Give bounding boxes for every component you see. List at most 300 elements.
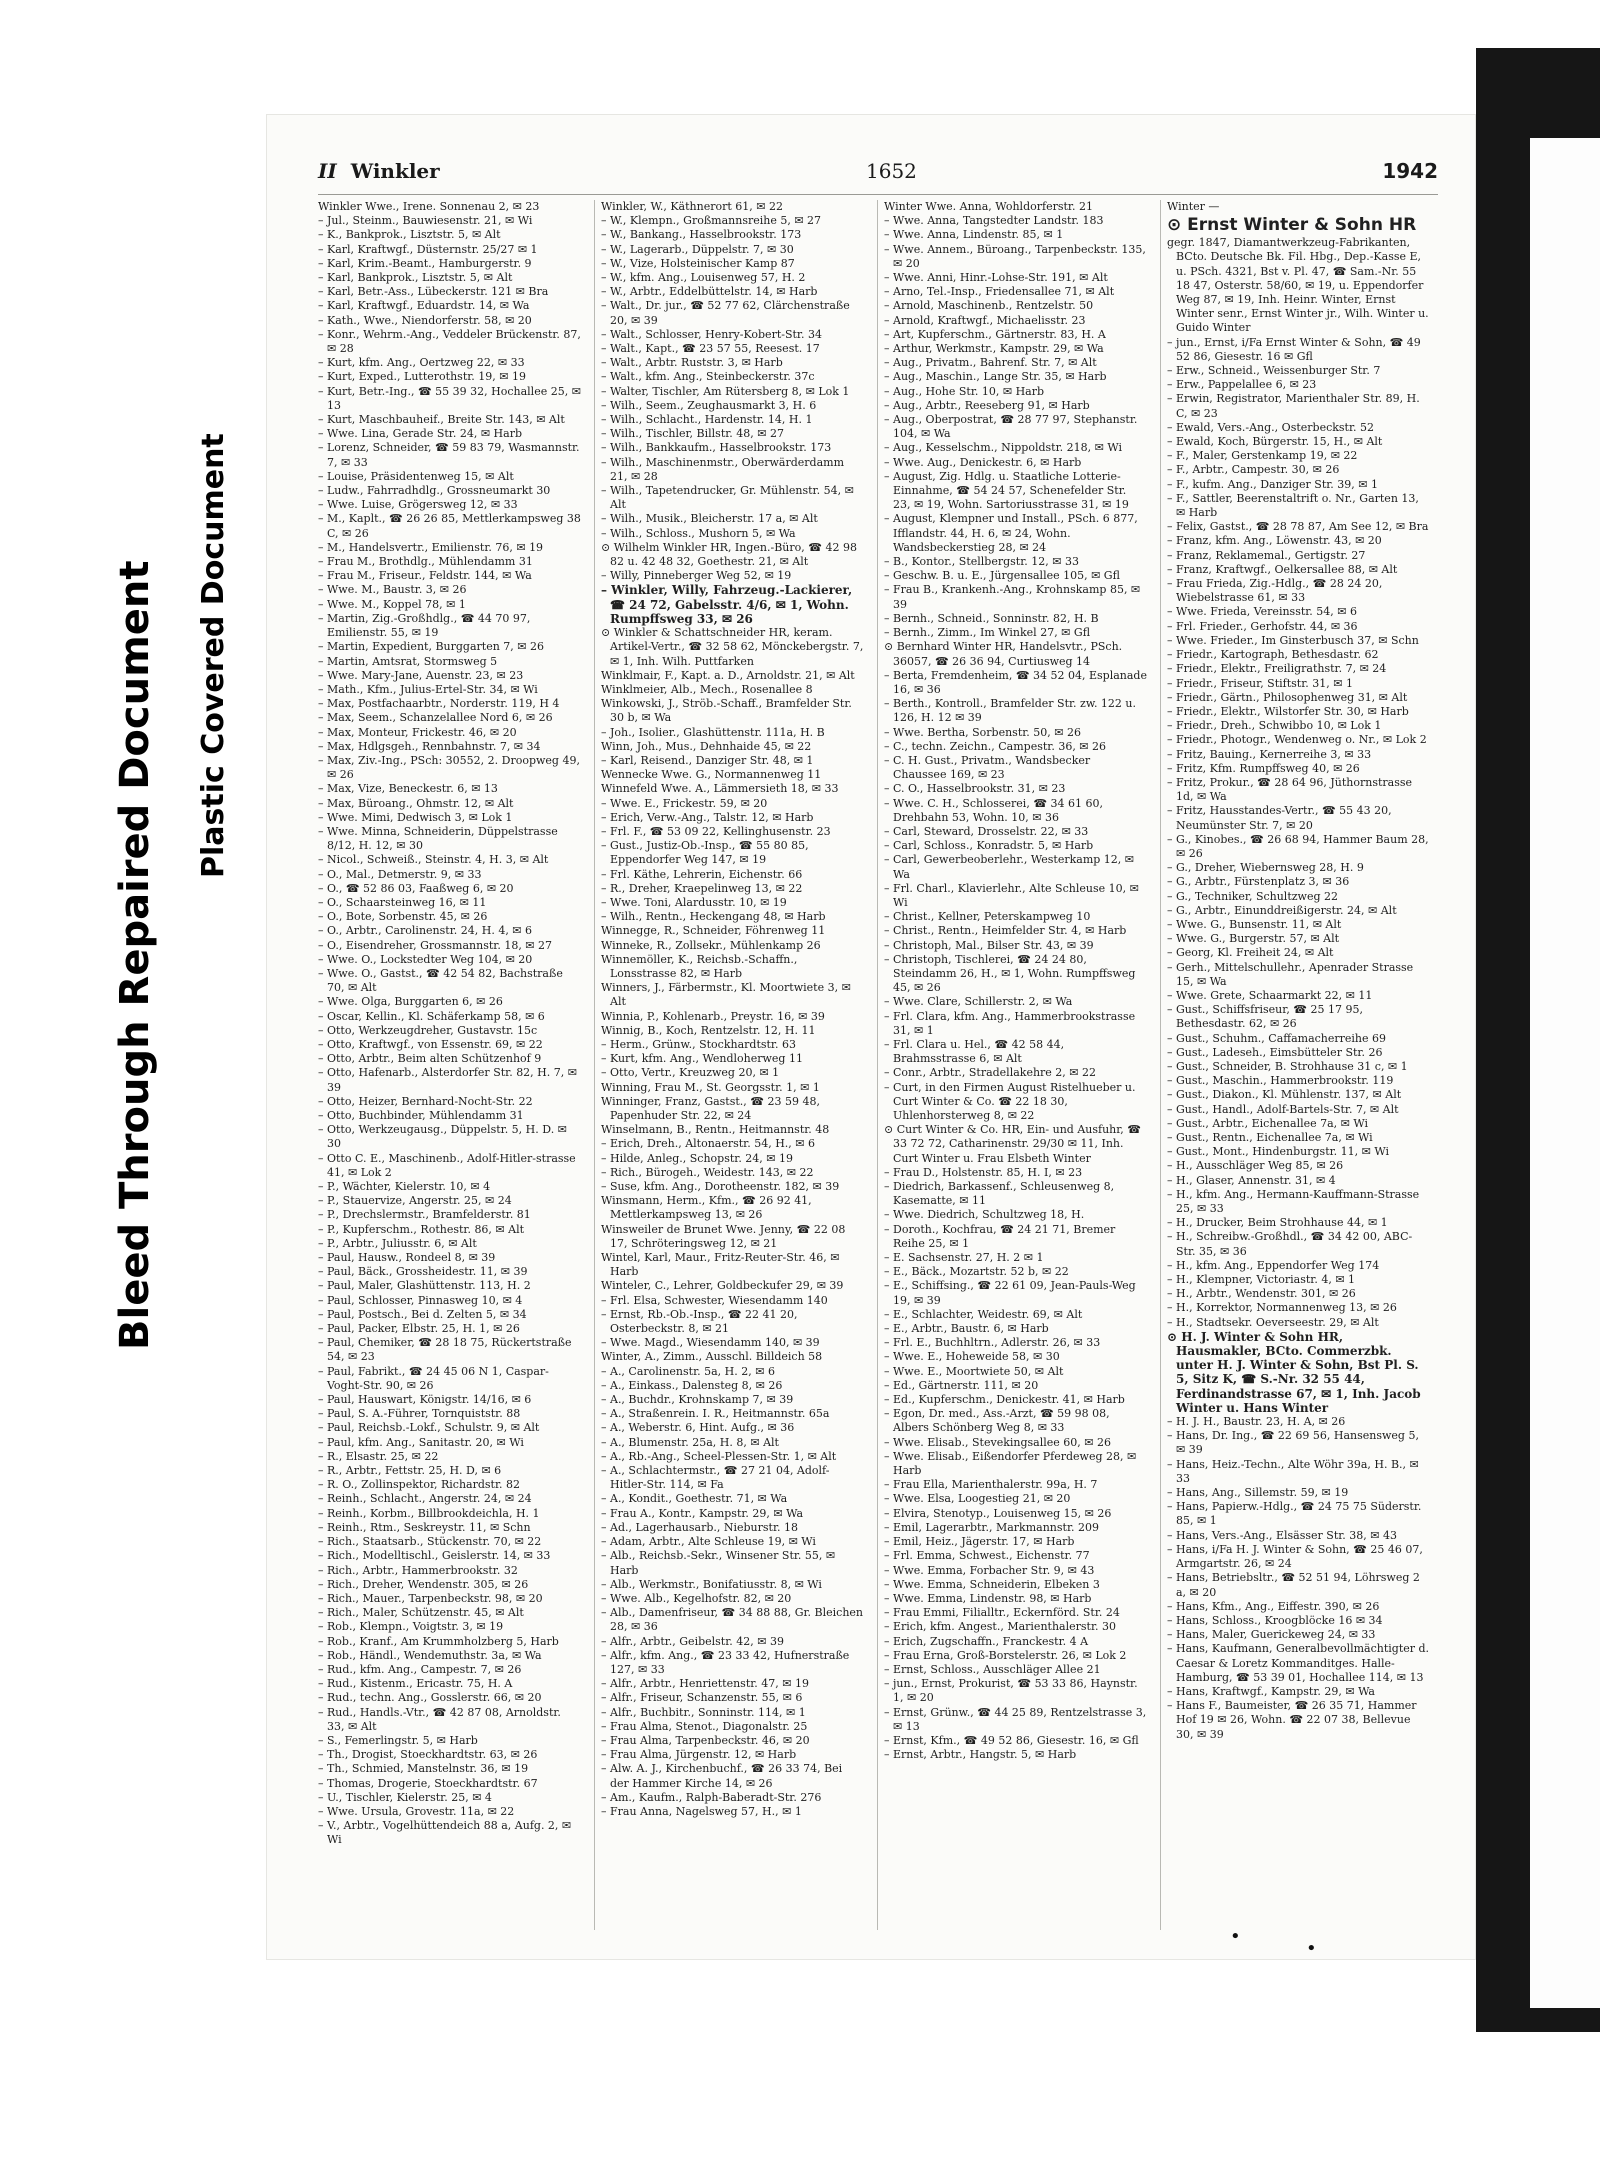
directory-entry: – Lorenz, Schneider, ☎ 59 83 79, Wasmannstr. 7, ✉ 33 xyxy=(318,441,580,469)
directory-entry: – Frau B., Krankenh.-Ang., Krohnskamp 85, ✉ 39 xyxy=(884,583,1141,611)
page-number: 1652 xyxy=(866,159,917,183)
directory-entry: – Hans, i/Fa H. J. Winter & Sohn, ☎ 25 46 07, Armgartstr. 26, ✉ 24 xyxy=(1167,1542,1423,1571)
directory-entry: – R. O., Zollinspektor, Richardstr. 82 xyxy=(318,1478,520,1492)
directory-entry: – Frau D., Holstenstr. 85, H. I, ✉ 23 xyxy=(884,1165,1083,1179)
directory-entry: – Frau A., Kontr., Kampstr. 29, ✉ Wa xyxy=(601,1506,804,1520)
directory-entry: – C., techn. Zeichn., Campestr. 36, ✉ 26 xyxy=(884,739,1107,753)
directory-entry: – Rich., Dreher, Wendenstr. 305, ✉ 26 xyxy=(318,1577,529,1591)
side-label-bleed-repaired xyxy=(112,561,158,1350)
directory-entry: – Alfr., Arbtr., Henriettenstr. 47, ✉ 19 xyxy=(601,1677,809,1691)
directory-entry: – Wilh., Seem., Zeughausmarkt 3, H. 6 xyxy=(601,398,817,412)
header-surname: Winkler xyxy=(350,159,440,183)
directory-entry: – A., Straßenrein. I. R., Heitmannstr. 65a xyxy=(601,1407,830,1421)
directory-entry: – Wilh., Tischler, Billstr. 48, ✉ 27 xyxy=(601,427,784,441)
directory-entry: – Rob., Klempn., Voigtstr. 3, ✉ 19 xyxy=(318,1620,504,1634)
directory-entry: – Wwe. E., Frickestr. 59, ✉ 20 xyxy=(601,796,768,810)
directory-entry: – Wwe. M., Baustr. 3, ✉ 26 xyxy=(318,583,467,597)
directory-entry: – Wilh., Maschinenmstr., Oberwärderdamm 21, ✉ 28 xyxy=(601,455,844,483)
directory-entry: – Rob., Kranf., Am Krummholzberg 5, Harb xyxy=(318,1634,559,1648)
directory-entry: – Kurt, Betr.-Ing., ☎ 55 39 32, Hochallee 25, ✉ 13 xyxy=(318,384,581,412)
directory-entry: – Fritz, Hausstandes-Vertr., ☎ 55 43 20, Neumünster Str. 7, ✉ 20 xyxy=(1167,804,1392,832)
directory-entry: – Oscar, Kellin., Kl. Schäferkamp 58, ✉ 6 xyxy=(318,1009,545,1023)
directory-entry: – Frl. E., Buchhltrn., Adlerstr. 26, ✉ 33 xyxy=(884,1336,1101,1350)
directory-entry: – Friedr., Elektr., Wilstorfer Str. 30, ✉ Harb xyxy=(1167,704,1409,718)
directory-entry: – Max, Büroang., Ohmstr. 12, ✉ Alt xyxy=(318,796,514,810)
directory-entry: – Doroth., Kochfrau, ☎ 24 21 71, Bremer Reihe 25, ✉ 1 xyxy=(884,1222,1116,1250)
directory-entry: – Felix, Gastst., ☎ 28 78 87, Am See 12, ✉ Bra xyxy=(1167,520,1429,534)
directory-entry: – A., Weberstr. 6, Hint. Aufg., ✉ 36 xyxy=(601,1421,795,1435)
directory-entry: – Wilh., Tapetendrucker, Gr. Mühlenstr. 54, ✉ Alt xyxy=(601,484,854,512)
directory-entry: – Kurt, Maschbauheif., Breite Str. 143, ✉ Alt xyxy=(318,413,565,427)
directory-entry: – Frau Emmi, Filialltr., Eckernförd. Str. 24 xyxy=(884,1606,1120,1620)
directory-entry: – Wwe. Anna, Lindenstr. 85, ✉ 1 xyxy=(884,228,1064,242)
directory-entry: – Frl. Clara, kfm. Ang., Hammerbrookstrasse 31, ✉ 1 xyxy=(884,1009,1136,1037)
directory-entry: – Alb., Reichsb.-Sekr., Winsener Str. 55, ✉ Harb xyxy=(601,1549,836,1577)
directory-entry: ⊙ Ernst Winter & Sohn HR xyxy=(1167,215,1417,236)
directory-entry: – Fritz, Bauing., Kernerreihe 3, ✉ 33 xyxy=(1167,747,1372,761)
directory-entry: – Paul, Schlosser, Pinnasweg 10, ✉ 4 xyxy=(318,1293,523,1307)
header-left xyxy=(318,156,440,186)
directory-entry: – Alb., Werkmstr., Bonifatiusstr. 8, ✉ Wi xyxy=(601,1577,822,1591)
directory-entry: – S., Femerlingstr. 5, ✉ Harb xyxy=(318,1733,478,1747)
directory-entry: – Gust., Ladeseh., Eimsbütteler Str. 26 xyxy=(1167,1045,1383,1059)
directory-entry: – P., Arbtr., Juliusstr. 6, ✉ Alt xyxy=(318,1236,477,1250)
directory-entry: – Friedr., Gärtn., Philosophenweg 31, ✉ Alt xyxy=(1167,690,1408,704)
directory-entry: – Diedrich, Barkassenf., Schleusenweg 8, Kasematte, ✉ 11 xyxy=(884,1180,1115,1208)
column-2 xyxy=(601,200,864,1930)
scan-right-border xyxy=(1476,48,1600,2032)
directory-entry: – Erich, kfm. Angest., Marienthalerstr. 30 xyxy=(884,1620,1116,1634)
side-label-bleed: Bleed Through xyxy=(112,1020,158,1350)
directory-entry: – Alfr., Friseur, Schanzenstr. 55, ✉ 6 xyxy=(601,1691,803,1705)
directory-entry: – Franz, Kraftwgf., Oelkersallee 88, ✉ Alt xyxy=(1167,562,1398,576)
directory-entry: – Otto, Buchbinder, Mühlendamm 31 xyxy=(318,1109,524,1122)
directory-entry: – Joh., Isolier., Glashüttenstr. 111a, H. B xyxy=(601,725,825,739)
directory-entry: ⊙ Wilhelm Winkler HR, Ingen.-Büro, ☎ 42 98 82 u. 42 48 32, Goethestr. 21, ✉ Alt xyxy=(601,540,857,569)
directory-entry: – Erw., Pappelallee 6, ✉ 23 xyxy=(1167,378,1317,392)
directory-entry: – Christ., Rentn., Heimfelder Str. 4, ✉ Harb xyxy=(884,924,1127,938)
directory-entry: – C. H. Gust., Privatm., Wandsbecker Chaussee 169, ✉ 23 xyxy=(884,753,1091,782)
directory-entry: – Wwe. Toni, Alardusstr. 10, ✉ 19 xyxy=(601,895,787,909)
directory-entry: – A., Carolinenstr. 5a, H. 2, ✉ 6 xyxy=(601,1364,775,1378)
directory-entry: – A., Schlachtermstr., ☎ 27 21 04, Adolf-Hitler-Str. 114, ✉ Fa xyxy=(601,1464,830,1492)
directory-entry: – Wwe. E., Moortwiete 50, ✉ Alt xyxy=(884,1364,1064,1378)
directory-entry: – Wwe. Emma, Schneiderin, Elbeken 3 xyxy=(884,1577,1100,1591)
directory-entry: Winners, J., Färbermstr., Kl. Moortwiete 3, ✉ Alt xyxy=(601,981,851,1009)
directory-entry: – Walt., kfm. Ang., Steinbeckerstr. 37c xyxy=(601,370,815,384)
directory-entry: – Wilh., Schlacht., Hardenstr. 14, H. 1 xyxy=(601,413,813,427)
directory-entry: – Berth., Kontroll., Bramfelder Str. zw. 122 u. 126, H. 12 ✉ 39 xyxy=(884,697,1137,725)
directory-entry: – Arnold, Kraftwgf., Michaelisstr. 23 xyxy=(884,313,1086,327)
directory-entry: – Am., Kaufm., Ralph-Baberadt-Str. 276 xyxy=(601,1790,822,1804)
directory-entry: Winnemöller, K., Reichsb.-Schaffn., Lonsstrasse 82, ✉ Harb xyxy=(601,952,798,980)
directory-entry: – Karl, Kraftwgf., Düsternstr. 25/27 ✉ 1 xyxy=(318,242,538,256)
directory-entry: – H., Drucker, Beim Strohhause 44, ✉ 1 xyxy=(1167,1216,1388,1230)
directory-entry: – Bernh., Schneid., Sonninstr. 82, H. B xyxy=(884,611,1099,625)
directory-entry: – Ludw., Fahrradhdlg., Grossneumarkt 30 xyxy=(318,484,551,498)
directory-entry: – Wwe. Alb., Kegelhofstr. 82, ✉ 20 xyxy=(601,1591,792,1605)
directory-entry: – Wwe. Emma, Lindenstr. 98, ✉ Harb xyxy=(884,1591,1092,1605)
directory-entry: – Math., Kfm., Julius-Ertel-Str. 34, ✉ Wi xyxy=(318,682,538,696)
directory-entry: – E. Sachsenstr. 27, H. 2 ✉ 1 xyxy=(884,1251,1044,1265)
directory-entry: – Wilh., Schloss., Mushorn 5, ✉ Wa xyxy=(601,526,796,540)
directory-entry: – Kurt, kfm. Ang., Oertzweg 22, ✉ 33 xyxy=(318,356,525,370)
directory-entry: – Paul, Chemiker, ☎ 28 18 75, Rückertstraße 54, ✉ 23 xyxy=(318,1336,572,1364)
header-rule xyxy=(318,194,1438,195)
directory-entry: – G., Arbtr., Fürstenplatz 3, ✉ 36 xyxy=(1167,875,1350,889)
directory-entry: – H., Klempner, Victoriastr. 4, ✉ 1 xyxy=(1167,1273,1356,1287)
directory-entry: – Otto C. E., Maschinenb., Adolf-Hitler-strasse 41, ✉ Lok 2 xyxy=(318,1151,576,1179)
directory-entry: Winnia, P., Kohlenarb., Preystr. 16, ✉ 39 xyxy=(601,1009,825,1023)
directory-entry: – Alfr., Arbtr., Geibelstr. 42, ✉ 39 xyxy=(601,1634,784,1648)
directory-entry: – H., Schreibw.-Großhdl., ☎ 34 42 00, ABC-Str. 35, ✉ 36 xyxy=(1167,1230,1413,1258)
directory-entry: – Louise, Präsidentenweg 15, ✉ Alt xyxy=(318,469,514,483)
directory-entry: – B., Kontor., Stellbergstr. 12, ✉ 33 xyxy=(884,555,1079,569)
directory-entry: – Konr., Wehrm.-Ang., Veddeler Brückenstr. 87, ✉ 28 xyxy=(318,327,581,356)
directory-entry: Winsmann, Herm., Kfm., ☎ 26 92 41, Mettlerkampsweg 13, ✉ 26 xyxy=(601,1194,812,1222)
directory-entry: – R., Dreher, Kraepelinweg 13, ✉ 22 xyxy=(601,881,803,895)
directory-entry: – Frau Erna, Groß-Borstelerstr. 26, ✉ Lok 2 xyxy=(884,1648,1127,1662)
directory-entry: – Ewald, Koch, Bürgerstr. 15, H., ✉ Alt xyxy=(1167,435,1383,449)
directory-entry: – Egon, Dr. med., Ass.-Arzt, ☎ 59 98 08, Albers Schönberg Weg 8, ✉ 33 xyxy=(884,1407,1110,1435)
directory-entry: – Jul., Steinm., Bauwiesenstr. 21, ✉ Wi xyxy=(318,214,533,228)
directory-entry: – E., Schlachter, Weidestr. 69, ✉ Alt xyxy=(884,1307,1083,1321)
directory-entry: – Frl. Emma, Schwest., Eichenstr. 77 xyxy=(884,1549,1090,1563)
directory-entry: – Curt, in den Firmen August Ristelhueber u. Curt Winter & Co. ☎ 22 18 30, Uhlenhorsterweg 8, ✉ 22 xyxy=(884,1080,1136,1122)
directory-entry: – Martin, Amtsrat, Stormsweg 5 xyxy=(318,654,498,668)
directory-entry: – O., ☎ 52 86 03, Faaßweg 6, ✉ 20 xyxy=(318,881,514,895)
directory-entry: – W., Vize, Holsteinischer Kamp 87 xyxy=(601,256,795,270)
directory-entry: – H., Stadtsekr. Oeverseestr. 29, ✉ Alt xyxy=(1167,1315,1379,1329)
directory-entry: – Wilh., Musik., Bleicherstr. 17 a, ✉ Alt xyxy=(601,512,818,526)
directory-entry: – Ed., Gärtnerstr. 111, ✉ 20 xyxy=(884,1378,1039,1392)
directory-entry: – V., Arbtr., Vogelhüttendeich 88 a, Aufg. 2, ✉ Wi xyxy=(318,1819,572,1847)
running-header xyxy=(318,156,1438,190)
directory-entry: – Winkler, Willy, Fahrzeug.-Lackierer, ☎ 24 72, Gabelsstr. 4/6, ✉ 1, Wohn. Rumpffsweg 33, ✉ 26 xyxy=(601,583,853,626)
directory-entry: – Frau Anna, Nagelsweg 57, H., ✉ 1 xyxy=(601,1804,802,1818)
directory-entry: – F., kufm. Ang., Danziger Str. 39, ✉ 1 xyxy=(1167,477,1378,491)
directory-entry: – Hans, Schloss., Kroogblöcke 16 ✉ 34 xyxy=(1167,1613,1383,1627)
directory-entry: Winkler, W., Käthnerort 61, ✉ 22 xyxy=(601,200,783,213)
directory-entry: – Aug., Oberpostrat, ☎ 28 77 97, Stephanstr. 104, ✉ Wa xyxy=(884,413,1138,441)
directory-entry: Wintel, Karl, Maur., Fritz-Reuter-Str. 46, ✉ Harb xyxy=(601,1251,840,1279)
directory-entry: – Friedr., Photogr., Wendenweg o. Nr., ✉ Lok 2 xyxy=(1167,733,1427,747)
directory-entry: – P., Wächter, Kielerstr. 10, ✉ 4 xyxy=(318,1180,491,1194)
directory-entry: Winneke, R., Zollsekr., Mühlenkamp 26 xyxy=(601,938,821,952)
directory-entry: – Rich., Staatsarb., Stückenstr. 70, ✉ 22 xyxy=(318,1535,542,1549)
directory-entry: – Walt., Schlosser, Henry-Kobert-Str. 34 xyxy=(601,327,822,341)
directory-entry: – H., Arbtr., Wendenstr. 301, ✉ 26 xyxy=(1167,1287,1356,1301)
directory-entry: – Max, Vize, Beneckestr. 6, ✉ 13 xyxy=(318,782,498,796)
directory-entry: – Wwe. Ursula, Grovestr. 11a, ✉ 22 xyxy=(318,1804,515,1818)
directory-entry: – Paul, Hauswart, Königstr. 14/16, ✉ 6 xyxy=(318,1393,532,1407)
directory-entry: – Geschw. B. u. E., Jürgensallee 105, ✉ Gfl xyxy=(884,569,1120,583)
directory-entry: – Art, Kupferschm., Gärtnerstr. 83, H. A xyxy=(884,327,1106,341)
column-1 xyxy=(318,200,581,1930)
directory-entry: – Karl, Betr.-Ass., Lübeckerstr. 121 ✉ Bra xyxy=(318,285,549,299)
directory-entry: – Wwe. Magd., Wiesendamm 140, ✉ 39 xyxy=(601,1336,820,1350)
directory-entry: – H., Ausschläger Weg 85, ✉ 26 xyxy=(1167,1159,1344,1173)
directory-entry: – Friedr., Dreh., Schwibbo 10, ✉ Lok 1 xyxy=(1167,719,1382,733)
directory-entry: – Walt., Arbtr. Ruststr. 3, ✉ Harb xyxy=(601,356,783,370)
directory-entry: – Hans, Heiz.-Techn., Alte Wöhr 39a, H. B., ✉ 33 xyxy=(1167,1457,1419,1485)
directory-entry: – Wwe. O., Lockstedter Weg 104, ✉ 20 xyxy=(318,952,533,966)
directory-entry: – Gust., Schneider, B. Strohhause 31 c, ✉ 1 xyxy=(1167,1059,1408,1073)
directory-entry: – W., Bankang., Hasselbrookstr. 173 xyxy=(601,228,802,242)
directory-entry: – Hans, Kfm., Ang., Eiffestr. 390, ✉ 26 xyxy=(1167,1599,1380,1613)
directory-entry: – E., Arbtr., Baustr. 6, ✉ Harb xyxy=(884,1322,1049,1336)
directory-columns xyxy=(318,200,1448,1930)
directory-entry: – Otto, Hafenarb., Alsterdorfer Str. 82, H. 7, ✉ 39 xyxy=(318,1066,577,1094)
directory-entry: – Alw. A. J., Kirchenbuchf., ☎ 26 33 74, Bei der Hammer Kirche 14, ✉ 26 xyxy=(601,1762,843,1790)
directory-entry: – Wwe. Emma, Forbacher Str. 9, ✉ 43 xyxy=(884,1563,1095,1577)
directory-entry: – Wwe. G., Burgerstr. 57, ✉ Alt xyxy=(1167,932,1340,946)
directory-entry: – Friedr., Kartograph, Bethesdastr. 62 xyxy=(1167,648,1379,662)
directory-entry: – Karl, Bankprok., Lisztstr. 5, ✉ Alt xyxy=(318,271,513,285)
directory-entry: – Ewald, Vers.-Ang., Osterbeckstr. 52 xyxy=(1167,420,1375,434)
directory-entry: – Paul, Packer, Elbstr. 25, H. 1, ✉ 26 xyxy=(318,1322,520,1336)
directory-entry: – Thomas, Drogerie, Stoeckhardtstr. 67 xyxy=(318,1776,538,1790)
directory-entry: – Max, Monteur, Frickestr. 46, ✉ 20 xyxy=(318,725,517,739)
directory-entry: – Aug., Kesselschm., Nippoldstr. 218, ✉ Wi xyxy=(884,441,1122,455)
directory-entry: ⊙ Bernhard Winter HR, Handelsvtr., PSch. 36057, ☎ 26 36 94, Curtiusweg 14 xyxy=(884,640,1123,668)
directory-entry: – Franz, kfm. Ang., Löwenstr. 43, ✉ 20 xyxy=(1167,534,1382,548)
stray-marks: • xyxy=(1230,1926,1241,1947)
directory-entry: – Wwe. Minna, Schneiderin, Düppelstrasse 8/12, H. 12, ✉ 30 xyxy=(318,824,558,853)
directory-entry: – H., kfm. Ang., Eppendorfer Weg 174 xyxy=(1167,1258,1380,1272)
directory-entry: – Martin, Zig.-Großhdlg., ☎ 44 70 97, Emilienstr. 55, ✉ 19 xyxy=(318,611,531,640)
directory-entry: – O., Eisendreher, Grossmannstr. 18, ✉ 27 xyxy=(318,938,553,952)
directory-entry: – G., Arbtr., Einunddreißigerstr. 24, ✉ Alt xyxy=(1167,903,1397,917)
directory-entry: – Wwe. Frieda, Vereinsstr. 54, ✉ 6 xyxy=(1167,605,1358,619)
directory-entry: – Rud., kfm. Ang., Campestr. 7, ✉ 26 xyxy=(318,1662,522,1676)
directory-entry: Winter — xyxy=(1167,200,1220,213)
directory-entry: – R., Arbtr., Fettstr. 25, H. D, ✉ 6 xyxy=(318,1464,502,1478)
directory-entry: – Hans, Ang., Sillemstr. 59, ✉ 19 xyxy=(1167,1486,1349,1500)
directory-entry: – Friedr., Elektr., Freiligrathstr. 7, ✉ 24 xyxy=(1167,662,1387,676)
directory-entry: – Frl. F., ☎ 53 09 22, Kellinghusenstr. 23 xyxy=(601,824,831,838)
directory-entry: – Arnold, Maschinenb., Rentzelstr. 50 xyxy=(884,299,1094,313)
directory-entry: – Frl. Käthe, Lehrerin, Eichenstr. 66 xyxy=(601,867,803,881)
directory-entry: – Gust., Maschin., Hammerbrookstr. 119 xyxy=(1167,1074,1394,1088)
directory-entry: – Paul, Maler, Glashüttenstr. 113, H. 2 xyxy=(318,1279,531,1293)
directory-entry: – Aug., Arbtr., Reeseberg 91, ✉ Harb xyxy=(884,398,1090,412)
directory-entry: – H., kfm. Ang., Hermann-Kauffmann-Strasse 25, ✉ 33 xyxy=(1167,1187,1420,1216)
directory-entry: – Suse, kfm. Ang., Dorotheenstr. 182, ✉ 39 xyxy=(601,1180,840,1194)
directory-entry: – August, Zig. Hdlg. u. Staatliche Lotterie-Einnahme, ☎ 54 24 57, Schenefelder Str. 23, ✉ 19, Wohn. Sartoriusstrasse 31, ✉ 19 xyxy=(884,469,1129,512)
directory-entry: – H., Glaser, Annenstr. 31, ✉ 4 xyxy=(1167,1173,1336,1187)
directory-entry: – Rud., Kistenm., Ericastr. 75, H. A xyxy=(318,1677,513,1691)
directory-entry: – Carl, Steward, Drosselstr. 22, ✉ 33 xyxy=(884,824,1089,838)
scan-top-margin xyxy=(0,0,1600,48)
directory-entry: – Paul, Fabrikt., ☎ 24 45 06 N 1, Caspar-Voght-Str. 90, ✉ 26 xyxy=(318,1364,549,1392)
directory-entry: – O., Arbtr., Carolinenstr. 24, H. 4, ✉ 6 xyxy=(318,924,533,938)
directory-entry: – Emil, Heiz., Jägerstr. 17, ✉ Harb xyxy=(884,1535,1075,1549)
directory-entry: – Hans, Dr. Ing., ☎ 22 69 56, Hansensweg 5, ✉ 39 xyxy=(1167,1429,1419,1457)
directory-entry: – Wwe. Mimi, Dedwisch 3, ✉ Lok 1 xyxy=(318,810,513,824)
directory-entry: – P., Drechslermstr., Bramfelderstr. 81 xyxy=(318,1208,531,1222)
directory-entry: ⊙ Curt Winter & Co. HR, Ein- und Ausfuhr, ☎ 33 72 72, Catharinenstr. 29/30 ✉ 11, Inh. Curt Winter u. Frau Elsbeth Winter xyxy=(884,1123,1141,1165)
directory-entry: – Arno, Tel.-Insp., Friedensallee 71, ✉ Alt xyxy=(884,285,1115,299)
directory-entry: – Rich., Maler, Schützenstr. 45, ✉ Alt xyxy=(318,1606,524,1620)
directory-entry: – E., Bäck., Mozartstr. 52 b, ✉ 22 xyxy=(884,1265,1069,1279)
directory-entry: – O., Bote, Sorbenstr. 45, ✉ 26 xyxy=(318,910,488,924)
directory-entry: – Hans, Papierw.-Hdlg., ☎ 24 75 75 Süderstr. 85, ✉ 1 xyxy=(1167,1500,1422,1528)
directory-entry: – Gust., Rentn., Eichenallee 7a, ✉ Wi xyxy=(1167,1131,1373,1144)
directory-entry: – Hans, Kaufmann, Generalbevollmächtigter d. Caesar & Loretz Kommanditges. Halle-Hamburg, ☎ 53 39 01, Hochallee 114, ✉ 13 xyxy=(1167,1642,1430,1684)
directory-entry: – Wwe. Elisab., Eißendorfer Pferdeweg 28, ✉ Harb xyxy=(884,1449,1137,1478)
directory-entry: – Erich, Zugschaffn., Franckestr. 4 A xyxy=(884,1634,1089,1648)
directory-entry: – G., Kinobes., ☎ 26 68 94, Hammer Baum 28, ✉ 26 xyxy=(1167,832,1429,860)
directory-entry: – Kurt, kfm. Ang., Wendloherweg 11 xyxy=(601,1052,803,1066)
directory-entry: – Frau Frieda, Zig.-Hdlg., ☎ 28 24 20, Wiebelstrasse 61, ✉ 33 xyxy=(1167,577,1383,605)
directory-entry: – Wwe. Diedrich, Schultzweg 18, H. xyxy=(884,1208,1085,1222)
directory-entry: – Wwe. Mary-Jane, Auenstr. 23, ✉ 23 xyxy=(318,668,524,682)
directory-entry: – Christ., Kellner, Peterskampweg 10 xyxy=(884,910,1091,924)
directory-entry: – Gust., Diakon., Kl. Mühlenstr. 137, ✉ Alt xyxy=(1167,1088,1402,1102)
directory-entry: – Paul, S. A.-Führer, Tornquiststr. 88 xyxy=(318,1407,521,1421)
directory-entry: – W., Klempn., Großmannsreihe 5, ✉ 27 xyxy=(601,214,822,228)
directory-entry: – Arthur, Werkmstr., Kampstr. 29, ✉ Wa xyxy=(884,342,1104,356)
directory-entry: – Wilh., Rentn., Heckengang 48, ✉ Harb xyxy=(601,910,826,924)
directory-entry: – M., Kaplt., ☎ 26 26 85, Mettlerkampsweg 38 C, ✉ 26 xyxy=(318,512,581,540)
directory-entry: Winklmeier, Alb., Mech., Rosenallee 8 xyxy=(601,682,813,696)
directory-entry: – A., Rb.-Ang., Scheel-Plessen-Str. 1, ✉ Alt xyxy=(601,1449,837,1463)
directory-entry: – A., Einkass., Dalensteg 8, ✉ 26 xyxy=(601,1378,783,1392)
directory-entry: – Reinh., Rtm., Seskreystr. 11, ✉ Schn xyxy=(318,1520,531,1534)
directory-entry: – Christoph, Mal., Bilser Str. 43, ✉ 39 xyxy=(884,938,1094,952)
directory-entry: – Otto, Kraftwgf., von Essenstr. 69, ✉ 22 xyxy=(318,1037,543,1051)
directory-entry: – Frau Ella, Marienthalerstr. 99a, H. 7 xyxy=(884,1478,1098,1492)
directory-entry: – Rich., Modelltischl., Geislerstr. 14, ✉ 33 xyxy=(318,1549,551,1563)
directory-entry: – Walt., Kapt., ☎ 23 57 55, Reesest. 17 xyxy=(601,342,820,356)
directory-entry: – Paul, Reichsb.-Lokf., Schulstr. 9, ✉ Alt xyxy=(318,1421,540,1435)
side-label-plastic: Plastic Covered Document xyxy=(196,433,231,878)
directory-entry: – Frl. Clara u. Hel., ☎ 42 58 44, Brahmsstrasse 6, ✉ Alt xyxy=(884,1037,1065,1066)
directory-entry: gegr. 1847, Diamantwerkzeug-Fabrikanten, BCto. Deutsche Bk. Fil. Hbg., Dep.-Kasse E, u. PSch. 4321, Bst v. Pl. 47, ☎ Sam.-Nr. 55 18 47, Osterstr. 58/60, ✉ 19, u. Eppendorfer Weg 87, ✉ 19, Inh. Heinr. Winter, Ernst Winter senr., Ernst Winter jr., Wilh. Winter u. Guido Winter xyxy=(1167,236,1429,335)
directory-entry: – Erich, Dreh., Altonaerstr. 54, H., ✉ 6 xyxy=(601,1137,816,1151)
directory-entry: – Gust., Arbtr., Eichenallee 7a, ✉ Wi xyxy=(1167,1116,1369,1130)
directory-entry: – Th., Schmied, Manstelnstr. 36, ✉ 19 xyxy=(318,1762,529,1776)
directory-entry: – Wwe. C. H., Schlosserei, ☎ 34 61 60, Drehbahn 53, Wohn. 10, ✉ 36 xyxy=(884,796,1104,824)
year: 1942 xyxy=(1382,159,1438,183)
directory-entry: – Wwe. Luise, Grögersweg 12, ✉ 33 xyxy=(318,498,518,512)
directory-entry: – A., Buchdr., Krohnskamp 7, ✉ 39 xyxy=(601,1393,794,1407)
directory-entry: – Wwe. Aug., Denickestr. 6, ✉ Harb xyxy=(884,455,1082,469)
directory-entry: – P., Kupferschm., Rothestr. 86, ✉ Alt xyxy=(318,1222,525,1236)
directory-entry: – Wwe. Bertha, Sorbenstr. 50, ✉ 26 xyxy=(884,725,1081,739)
directory-entry: – Frau Alma, Jürgenstr. 12, ✉ Harb xyxy=(601,1748,797,1762)
directory-entry: ⊙ Winkler & Schattschneider HR, keram. Artikel-Vertr., ☎ 32 58 62, Mönckebergstr. 7, ✉ 1, Inh. Wilh. Puttfarken xyxy=(601,626,864,668)
directory-entry: – Hans, Kraftwgf., Kampstr. 29, ✉ Wa xyxy=(1167,1684,1375,1698)
directory-entry: – Hilde, Anleg., Schopstr. 24, ✉ 19 xyxy=(601,1151,794,1165)
directory-entry: – Rich., Mauer., Tarpenbeckstr. 98, ✉ 20 xyxy=(318,1591,543,1605)
directory-entry: – Aug., Maschin., Lange Str. 35, ✉ Harb xyxy=(884,370,1107,384)
directory-entry: – Ernst, Arbtr., Hangstr. 5, ✉ Harb xyxy=(884,1748,1077,1762)
directory-entry: – Walt., Dr. jur., ☎ 52 77 62, Clärchenstraße 20, ✉ 39 xyxy=(601,299,850,327)
directory-entry: – Frau M., Brothdlg., Mühlendamm 31 xyxy=(318,555,533,569)
directory-entry: – Ernst, Rb.-Ob.-Insp., ☎ 22 41 20, Osterbeckstr. 8, ✉ 21 xyxy=(601,1307,798,1336)
directory-entry: – Wwe. Olga, Burggarten 6, ✉ 26 xyxy=(318,995,503,1009)
directory-entry: – Wilh., Bankkaufm., Hasselbrookstr. 173 xyxy=(601,441,832,455)
directory-entry: – W., Lagerarb., Düppelstr. 7, ✉ 30 xyxy=(601,242,794,256)
directory-entry: Winklmair, F., Kapt. a. D., Arnoldstr. 21, ✉ Alt xyxy=(601,668,855,682)
directory-entry: – G., Dreher, Wiebernsweg 28, H. 9 xyxy=(1167,861,1364,875)
directory-entry: – Fritz, Prokur., ☎ 28 64 96, Jüthornstrasse 1d, ✉ Wa xyxy=(1167,775,1413,804)
directory-entry: – Gust., Mont., Hindenburgstr. 11, ✉ Wi xyxy=(1167,1145,1390,1159)
directory-entry: – Gust., Handl., Adolf-Bartels-Str. 7, ✉ Alt xyxy=(1167,1102,1399,1116)
directory-entry: – Ad., Lagerhausarb., Nieburstr. 18 xyxy=(601,1520,799,1534)
directory-entry: Winning, Frau M., St. Georgsstr. 1, ✉ 1 xyxy=(601,1080,820,1094)
directory-entry: Winnig, B., Koch, Rentzelstr. 12, H. 11 xyxy=(601,1023,816,1037)
directory-entry: ⊙ H. J. Winter & Sohn HR, Hausmakler, BCto. Commerzbk. unter H. J. Winter & Sohn, Bst Pl. S. 5, Sitz K, ☎ S.-Nr. 32 55 44, Ferdinandstrasse 67, ✉ 1, Inh. Jacob Winter u. Hans Winter xyxy=(1167,1329,1421,1415)
directory-entry: – Otto, Arbtr., Beim alten Schützenhof 9 xyxy=(318,1052,542,1066)
directory-entry: – Bernh., Zimm., Im Winkel 27, ✉ Gfl xyxy=(884,626,1091,640)
directory-entry: Winteler, C., Lehrer, Goldbeckufer 29, ✉ 39 xyxy=(601,1279,844,1293)
directory-entry: – Ed., Kupferschm., Denickestr. 41, ✉ Harb xyxy=(884,1393,1125,1407)
directory-entry: – Paul, Postsch., Bei d. Zelten 5, ✉ 34 xyxy=(318,1307,527,1321)
directory-entry: – Otto, Werkzeugdreher, Gustavstr. 15c xyxy=(318,1023,538,1037)
directory-entry: – Aug., Hohe Str. 10, ✉ Harb xyxy=(884,384,1045,398)
directory-entry: – Adam, Arbtr., Alte Schleuse 19, ✉ Wi xyxy=(601,1535,816,1549)
directory-entry: – Hans, Vers.-Ang., Elsässer Str. 38, ✉ 43 xyxy=(1167,1528,1397,1542)
directory-entry: – Frl. Charl., Klavierlehr., Alte Schleuse 10, ✉ Wi xyxy=(884,881,1139,909)
directory-entry: – Paul, Hausw., Rondeel 8, ✉ 39 xyxy=(318,1251,496,1265)
directory-entry: – Martin, Expedient, Burggarten 7, ✉ 26 xyxy=(318,640,544,654)
directory-entry: – Wwe. O., Gastst., ☎ 42 54 82, Bachstraße 70, ✉ Alt xyxy=(318,966,563,995)
directory-entry: – Frl. Frieder., Gerhofstr. 44, ✉ 36 xyxy=(1167,619,1358,633)
directory-entry: – K., Bankprok., Lisztstr. 5, ✉ Alt xyxy=(318,228,501,242)
directory-entry: – Aug., Privatm., Bahrenf. Str. 7, ✉ Alt xyxy=(884,356,1097,370)
directory-entry: – jun., Ernst, Prokurist, ☎ 53 33 86, Haynstr. 1, ✉ 20 xyxy=(884,1677,1138,1705)
directory-entry: – M., Handelsvertr., Emilienstr. 76, ✉ 19 xyxy=(318,540,544,554)
directory-entry: Winnegge, R., Schneider, Föhrenweg 11 xyxy=(601,924,826,938)
directory-entry: – Emil, Lagerarbtr., Markmannstr. 209 xyxy=(884,1520,1099,1534)
directory-entry: – Max, Postfachaarbtr., Norderstr. 119, H 4 xyxy=(318,697,560,711)
directory-entry: – jun., Ernst, i/Fa Ernst Winter & Sohn, ☎ 49 52 86, Giesestr. 16 ✉ Gfl xyxy=(1167,335,1421,363)
directory-entry: – Conr., Arbtr., Stradellakehre 2, ✉ 22 xyxy=(884,1066,1097,1080)
directory-entry: – Rud., Handls.-Vtr., ☎ 42 87 08, Arnoldstr. 33, ✉ Alt xyxy=(318,1705,561,1733)
directory-entry: – Paul, kfm. Ang., Sanitastr. 20, ✉ Wi xyxy=(318,1435,524,1449)
directory-entry: – Gust., Justiz-Ob.-Insp., ☎ 55 80 85, Eppendorfer Weg 147, ✉ 19 xyxy=(601,839,809,867)
directory-entry: – Wwe. Grete, Schaarmarkt 22, ✉ 11 xyxy=(1167,988,1373,1002)
directory-entry: – F., Sattler, Beerenstaltrift o. Nr., Garten 13, ✉ Harb xyxy=(1167,491,1419,520)
directory-entry: – Hans, Maler, Guerickeweg 24, ✉ 33 xyxy=(1167,1628,1376,1642)
directory-entry: – Hans F., Baumeister, ☎ 26 35 71, Hammer Hof 19 ✉ 26, Wohn. ☎ 22 07 38, Bellevue 30, ✉ 39 xyxy=(1167,1699,1417,1741)
directory-entry: Wennecke Wwe. G., Normannenweg 11 xyxy=(601,768,822,782)
directory-entry: – Erich, Verw.-Ang., Talstr. 12, ✉ Harb xyxy=(601,810,814,824)
directory-entry: – Ernst, Schloss., Ausschläger Allee 21 xyxy=(884,1662,1101,1676)
directory-entry: – Karl, Krim.-Beamt., Hamburgerstr. 9 xyxy=(318,256,532,270)
directory-entry: – Gerh., Mittelschullehr., Apenrader Strasse 15, ✉ Wa xyxy=(1167,960,1414,988)
directory-entry: – Friedr., Friseur, Stiftstr. 31, ✉ 1 xyxy=(1167,676,1353,690)
directory-entry: – Frl. Elsa, Schwester, Wiesendamm 140 xyxy=(601,1293,828,1307)
directory-entry: – G., Techniker, Schultzweg 22 xyxy=(1167,889,1338,903)
directory-entry: – W., kfm. Ang., Louisenweg 57, H. 2 xyxy=(601,271,806,285)
directory-entry: – Karl, Kraftwgf., Eduardstr. 14, ✉ Wa xyxy=(318,299,530,313)
directory-entry: Winselmann, B., Rentn., Heitmannstr. 48 xyxy=(601,1123,830,1137)
directory-entry: – O., Mal., Detmerstr. 9, ✉ 33 xyxy=(318,867,482,881)
directory-entry: – Herm., Grünw., Stockhardtstr. 63 xyxy=(601,1037,796,1051)
directory-entry: – E., Schiffsing., ☎ 22 61 09, Jean-Pauls-Weg 19, ✉ 39 xyxy=(884,1279,1136,1307)
directory-entry: – Alb., Damenfriseur, ☎ 34 88 88, Gr. Bleichen 28, ✉ 36 xyxy=(601,1606,863,1634)
directory-entry: Winsweiler de Brunet Wwe. Jenny, ☎ 22 08 17, Schröteringsweg 12, ✉ 21 xyxy=(601,1222,846,1250)
directory-entry: – Kurt, Exped., Lutterothstr. 19, ✉ 19 xyxy=(318,370,526,384)
directory-entry: – Max, Ziv.-Ing., PSch: 30552, 2. Droopweg 49, ✉ 26 xyxy=(318,753,580,782)
directory-entry: Winnefeld Wwe. A., Lämmersieth 18, ✉ 33 xyxy=(601,782,839,796)
directory-entry: – Rich., Bürogeh., Weidestr. 143, ✉ 22 xyxy=(601,1165,814,1179)
directory-entry: – August, Klempner und Install., PSch. 6 877, Ifflandstr. 44, H. 6, ✉ 24, Wohn. Wandsbeckerstieg 28, ✉ 24 xyxy=(884,512,1138,554)
